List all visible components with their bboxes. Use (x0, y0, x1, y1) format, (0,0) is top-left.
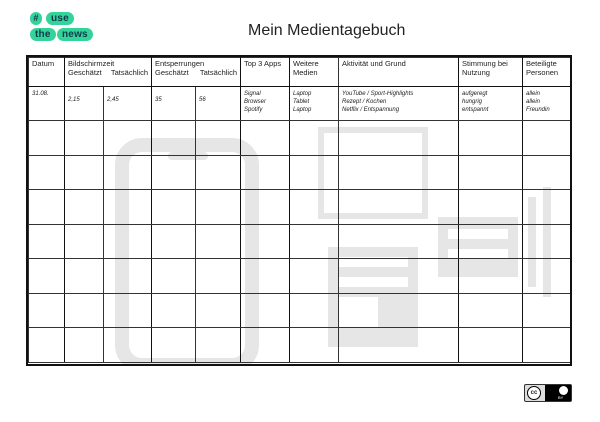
entry-cell[interactable] (29, 224, 65, 259)
entry-cell[interactable] (459, 328, 523, 363)
example-row (29, 87, 571, 121)
header-bz-tatsaechlich: Tatsächlich (110, 68, 148, 77)
entry-cell[interactable] (104, 121, 152, 156)
entry-cell[interactable] (459, 155, 523, 190)
example-person: allein (526, 99, 541, 105)
example-es-tatsaechlich: 56 (196, 87, 241, 121)
entry-cell[interactable] (290, 121, 339, 156)
entry-cell[interactable] (241, 224, 290, 259)
entry-cell[interactable] (459, 224, 523, 259)
entry-cell[interactable] (65, 190, 104, 225)
entry-cell[interactable] (196, 224, 241, 259)
header-es-tatsaechlich: Tatsächlich (199, 68, 237, 77)
entry-cell[interactable] (29, 328, 65, 363)
example-app: Spotify (244, 107, 263, 113)
example-medium: Laptop (293, 91, 312, 97)
example-medium: Tablet (293, 99, 310, 105)
entry-cell[interactable] (241, 190, 290, 225)
example-app: Browser (244, 99, 267, 105)
entry-cell[interactable] (241, 328, 290, 363)
entry-cell[interactable] (459, 259, 523, 294)
entry-cell[interactable] (29, 190, 65, 225)
entry-cell[interactable] (152, 293, 196, 328)
header-datum: Datum (29, 58, 65, 87)
entry-cell[interactable] (523, 121, 571, 156)
entry-cell[interactable] (290, 259, 339, 294)
diary-table (28, 57, 571, 363)
header-personen: Beteiligte Personen (523, 58, 571, 87)
entry-cell[interactable] (29, 293, 65, 328)
cc-by-license-badge (524, 384, 572, 402)
entry-cell[interactable] (104, 259, 152, 294)
entry-cell[interactable] (104, 224, 152, 259)
entry-cell[interactable] (104, 155, 152, 190)
entry-cell[interactable] (290, 224, 339, 259)
entry-cell[interactable] (196, 155, 241, 190)
entry-cell[interactable] (29, 121, 65, 156)
entry-cell[interactable] (241, 121, 290, 156)
entry-cell[interactable] (459, 190, 523, 225)
entry-cell[interactable] (339, 259, 459, 294)
example-mood: hungrig (462, 99, 483, 105)
example-person: allein (526, 91, 541, 97)
entry-row (29, 190, 571, 225)
entry-cell[interactable] (196, 259, 241, 294)
diary-sheet (26, 55, 572, 366)
example-medien (290, 87, 339, 121)
entry-cell[interactable] (339, 328, 459, 363)
entry-cell[interactable] (523, 155, 571, 190)
entry-cell[interactable] (65, 155, 104, 190)
entry-cell[interactable] (29, 259, 65, 294)
example-activity: Rezept / Kochen (342, 99, 387, 105)
header-row (29, 58, 571, 87)
entry-cell[interactable] (459, 121, 523, 156)
example-datum: 31.08. (29, 87, 65, 121)
entry-cell[interactable] (65, 328, 104, 363)
page-title: Mein Medientagebuch (248, 22, 406, 39)
cc-icon: cc (527, 386, 541, 400)
entry-cell[interactable] (339, 293, 459, 328)
entry-row (29, 293, 571, 328)
header-entsperrungen-label: Entsperrungen (155, 59, 205, 68)
example-app: Signal (244, 91, 261, 97)
entry-row (29, 259, 571, 294)
entry-row (29, 121, 571, 156)
entry-cell[interactable] (290, 155, 339, 190)
entry-cell[interactable] (65, 259, 104, 294)
by-icon (545, 385, 571, 401)
example-bz-tatsaechlich: 2,45 (104, 87, 152, 121)
person-icon (559, 386, 568, 395)
example-apps (241, 87, 290, 121)
header-bildschirmzeit (65, 58, 152, 87)
entry-cell[interactable] (290, 190, 339, 225)
logo-word-news: news (57, 28, 93, 41)
example-medium: Laptop (293, 107, 312, 113)
example-bz-geschaetzt: 2,15 (65, 87, 104, 121)
entry-cell[interactable] (290, 293, 339, 328)
entry-cell[interactable] (65, 121, 104, 156)
entry-cell[interactable] (152, 155, 196, 190)
entry-cell[interactable] (339, 224, 459, 259)
header-es-geschaetzt: Geschätzt (155, 68, 189, 77)
entry-cell[interactable] (339, 190, 459, 225)
entry-cell[interactable] (290, 328, 339, 363)
example-es-geschaetzt: 35 (152, 87, 196, 121)
entry-cell[interactable] (104, 190, 152, 225)
entry-cell[interactable] (65, 293, 104, 328)
entry-cell[interactable] (241, 155, 290, 190)
example-mood: aufgeregt (462, 91, 488, 97)
header-weitere-medien: Weitere Medien (290, 58, 339, 87)
example-personen (523, 87, 571, 121)
example-activity: Netflix / Entspannung (342, 107, 400, 113)
entry-cell[interactable] (196, 190, 241, 225)
entry-cell[interactable] (65, 224, 104, 259)
header-aktivitaet: Aktivität und Grund (339, 58, 459, 87)
use-the-news-logo (30, 12, 100, 42)
entry-cell[interactable] (104, 328, 152, 363)
header-top3-apps: Top 3 Apps (241, 58, 290, 87)
example-person: Freundin (526, 107, 550, 113)
entry-cell[interactable] (104, 293, 152, 328)
example-stimmung (459, 87, 523, 121)
entry-cell[interactable] (241, 259, 290, 294)
entry-cell[interactable] (152, 190, 196, 225)
entry-cell[interactable] (459, 293, 523, 328)
entry-cell[interactable] (152, 259, 196, 294)
entry-cell[interactable] (339, 121, 459, 156)
by-label: BY (558, 395, 564, 400)
entry-cell[interactable] (523, 190, 571, 225)
logo-word-use: use (46, 12, 74, 25)
entry-row (29, 155, 571, 190)
entry-cell[interactable] (152, 121, 196, 156)
header-entsperrungen (152, 58, 241, 87)
entry-cell[interactable] (523, 293, 571, 328)
entry-cell[interactable] (196, 121, 241, 156)
entry-row (29, 328, 571, 363)
entry-cell[interactable] (523, 259, 571, 294)
entry-cell[interactable] (29, 155, 65, 190)
entry-row (29, 224, 571, 259)
example-mood: entspannt (462, 107, 489, 113)
entry-cell[interactable] (241, 293, 290, 328)
entry-cell[interactable] (523, 328, 571, 363)
example-activity: YouTube / Sport-Highlights (342, 91, 414, 97)
entry-cell[interactable] (339, 155, 459, 190)
logo-word-the: the (30, 28, 56, 41)
entry-cell[interactable] (152, 224, 196, 259)
header-stimmung: Stimmung bei Nutzung (459, 58, 523, 87)
header-bildschirmzeit-label: Bildschirmzeit (68, 59, 115, 68)
entry-cell[interactable] (152, 328, 196, 363)
logo-hash: # (30, 12, 42, 25)
example-aktivitaet (339, 87, 459, 121)
entry-cell[interactable] (196, 328, 241, 363)
entry-cell[interactable] (196, 293, 241, 328)
header-bz-geschaetzt: Geschätzt (68, 68, 102, 77)
entry-cell[interactable] (523, 224, 571, 259)
